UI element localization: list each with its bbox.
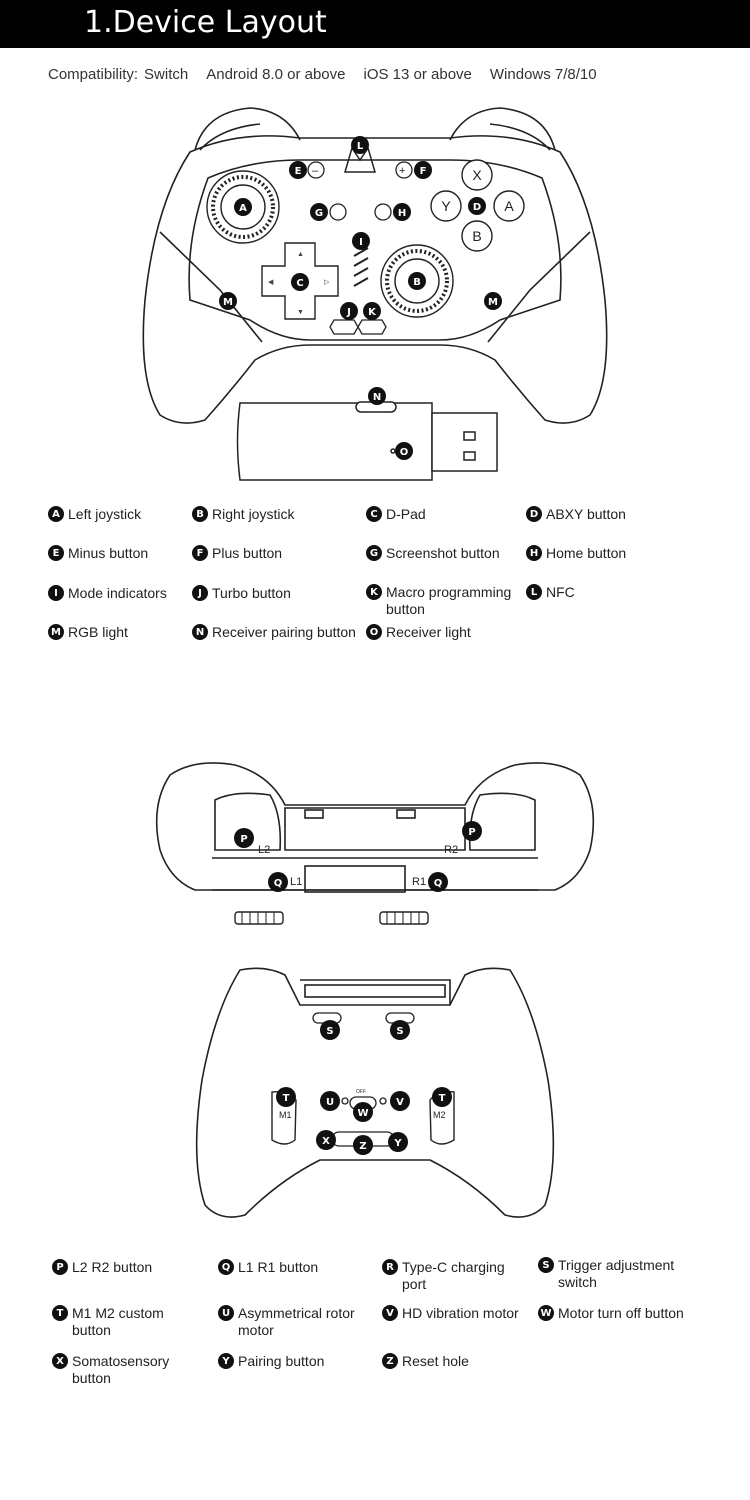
platform-android: Android 8.0 or above bbox=[206, 66, 346, 83]
legend-item-q bbox=[218, 1259, 383, 1276]
svg-text:◀: ◀ bbox=[268, 279, 274, 286]
svg-text:F: F bbox=[419, 166, 427, 177]
badge-u: U bbox=[218, 1305, 234, 1321]
badge-q: Q bbox=[218, 1259, 234, 1275]
badge-z: Z bbox=[382, 1353, 398, 1369]
svg-text:J: J bbox=[347, 307, 351, 318]
svg-text:W: W bbox=[357, 1108, 369, 1119]
platform-ios: iOS 13 or above bbox=[363, 66, 472, 83]
svg-text:M1: M1 bbox=[279, 1110, 292, 1120]
svg-text:H: H bbox=[397, 208, 407, 219]
legend-label: Right joystick bbox=[212, 506, 295, 522]
svg-text:G: G bbox=[314, 208, 324, 219]
legend-item-w bbox=[538, 1305, 718, 1322]
legend-label: M1 M2 custom button bbox=[72, 1305, 164, 1338]
svg-text:U: U bbox=[325, 1097, 335, 1108]
legend-label: L2 R2 button bbox=[72, 1259, 153, 1275]
legend-item-t bbox=[52, 1305, 187, 1339]
svg-text:L1: L1 bbox=[290, 876, 303, 888]
face-button-a: A bbox=[504, 198, 514, 214]
face-button-b: B bbox=[472, 228, 482, 244]
badge-l: L bbox=[526, 584, 542, 600]
page-title: 1.Device Layout bbox=[84, 5, 327, 40]
badge-p: P bbox=[52, 1259, 68, 1275]
legend-label: Asymmetrical rotor motor bbox=[238, 1305, 355, 1338]
badge-s: S bbox=[538, 1257, 554, 1273]
legend-item-u bbox=[218, 1305, 358, 1339]
svg-text:Z: Z bbox=[359, 1141, 367, 1152]
badge-a: A bbox=[48, 506, 64, 522]
badge-g: G bbox=[366, 545, 382, 561]
legend-label: Receiver pairing button bbox=[212, 624, 356, 640]
badge-f: F bbox=[192, 545, 208, 561]
svg-text:A: A bbox=[239, 203, 247, 214]
svg-text:▼: ▼ bbox=[297, 309, 304, 316]
badge-k: K bbox=[366, 584, 382, 600]
legend-item-p bbox=[52, 1259, 217, 1276]
svg-text:R1: R1 bbox=[412, 876, 427, 888]
badge-r: R bbox=[382, 1259, 398, 1275]
svg-text:+: + bbox=[399, 165, 406, 177]
legend-label: D-Pad bbox=[386, 506, 426, 522]
legend-label: Turbo button bbox=[212, 585, 291, 601]
svg-text:M2: M2 bbox=[433, 1110, 446, 1120]
svg-text:L2: L2 bbox=[258, 844, 271, 856]
svg-text:O: O bbox=[399, 447, 409, 458]
legend-label: RGB light bbox=[68, 624, 128, 640]
badge-y: Y bbox=[218, 1353, 234, 1369]
svg-text:▲: ▲ bbox=[297, 251, 304, 258]
legend-label: Type-C charging port bbox=[402, 1259, 505, 1292]
face-button-x: X bbox=[472, 167, 482, 183]
svg-text:R2: R2 bbox=[444, 844, 459, 856]
svg-text:N: N bbox=[372, 392, 382, 403]
legend-label: Trigger adjustment switch bbox=[558, 1257, 675, 1290]
legend-label: Receiver light bbox=[386, 624, 471, 640]
legend-item-z bbox=[382, 1353, 547, 1370]
badge-w: W bbox=[538, 1305, 554, 1321]
svg-text:I: I bbox=[359, 237, 363, 248]
svg-text:T: T bbox=[282, 1093, 290, 1104]
svg-text:▷: ▷ bbox=[324, 279, 330, 286]
svg-text:OFF: OFF bbox=[356, 1089, 366, 1095]
legend-label: Motor turn off button bbox=[558, 1305, 684, 1321]
badge-o: O bbox=[366, 624, 382, 640]
legend-item-s bbox=[538, 1257, 713, 1291]
legend-item-r bbox=[382, 1259, 507, 1293]
badge-b: B bbox=[192, 506, 208, 522]
legend-label: Left joystick bbox=[68, 506, 142, 522]
legend-label: Somatosensory button bbox=[72, 1353, 170, 1386]
badge-h: H bbox=[526, 545, 542, 561]
legend-label: Macro programming button bbox=[386, 584, 512, 617]
badge-d: D bbox=[526, 506, 542, 522]
legend-label: Screenshot button bbox=[386, 545, 500, 561]
svg-text:S: S bbox=[326, 1026, 334, 1037]
svg-text:L: L bbox=[356, 141, 364, 152]
svg-text:X: X bbox=[322, 1136, 330, 1147]
legend-label: Plus button bbox=[212, 545, 283, 561]
platform-switch: Switch bbox=[144, 66, 189, 83]
svg-text:Y: Y bbox=[394, 1138, 402, 1149]
svg-text:S: S bbox=[396, 1026, 404, 1037]
legend-item-x bbox=[52, 1353, 192, 1387]
svg-text:P: P bbox=[240, 834, 248, 845]
legend-label: Reset hole bbox=[402, 1353, 469, 1369]
badge-t: T bbox=[52, 1305, 68, 1321]
svg-text:M: M bbox=[223, 297, 233, 308]
compatibility-label: Compatibility: bbox=[48, 66, 139, 83]
legend-label: ABXY button bbox=[546, 506, 626, 522]
svg-text:B: B bbox=[413, 277, 421, 288]
badge-i: I bbox=[48, 585, 64, 601]
legend-label: Mode indicators bbox=[68, 585, 167, 601]
badge-e: E bbox=[48, 545, 64, 561]
badge-n: N bbox=[192, 624, 208, 640]
legend-label: L1 R1 button bbox=[238, 1259, 319, 1275]
svg-text:Q: Q bbox=[433, 878, 443, 889]
svg-text:K: K bbox=[368, 307, 376, 318]
legend-label: Pairing button bbox=[238, 1353, 325, 1369]
svg-text:P: P bbox=[468, 827, 476, 838]
svg-text:D: D bbox=[472, 202, 482, 213]
svg-text:M: M bbox=[488, 297, 498, 308]
svg-text:V: V bbox=[396, 1097, 404, 1108]
legend-label: NFC bbox=[546, 584, 575, 600]
legend-label: Minus button bbox=[68, 545, 149, 561]
svg-text:E: E bbox=[294, 166, 302, 177]
badge-x: X bbox=[52, 1353, 68, 1369]
svg-text:Q: Q bbox=[273, 878, 283, 889]
badge-j: J bbox=[192, 585, 208, 601]
svg-text:C: C bbox=[296, 278, 304, 289]
legend-item-y bbox=[218, 1353, 383, 1370]
legend-item-v bbox=[382, 1305, 522, 1322]
badge-c: C bbox=[366, 506, 382, 522]
svg-text:–: – bbox=[312, 165, 319, 177]
face-button-y: Y bbox=[441, 198, 451, 214]
badge-v: V bbox=[382, 1305, 398, 1321]
legend-label: Home button bbox=[546, 545, 627, 561]
badge-m: M bbox=[48, 624, 64, 640]
legend-label: HD vibration motor bbox=[402, 1305, 519, 1321]
platform-windows: Windows 7/8/10 bbox=[489, 66, 597, 83]
svg-text:T: T bbox=[438, 1093, 446, 1104]
